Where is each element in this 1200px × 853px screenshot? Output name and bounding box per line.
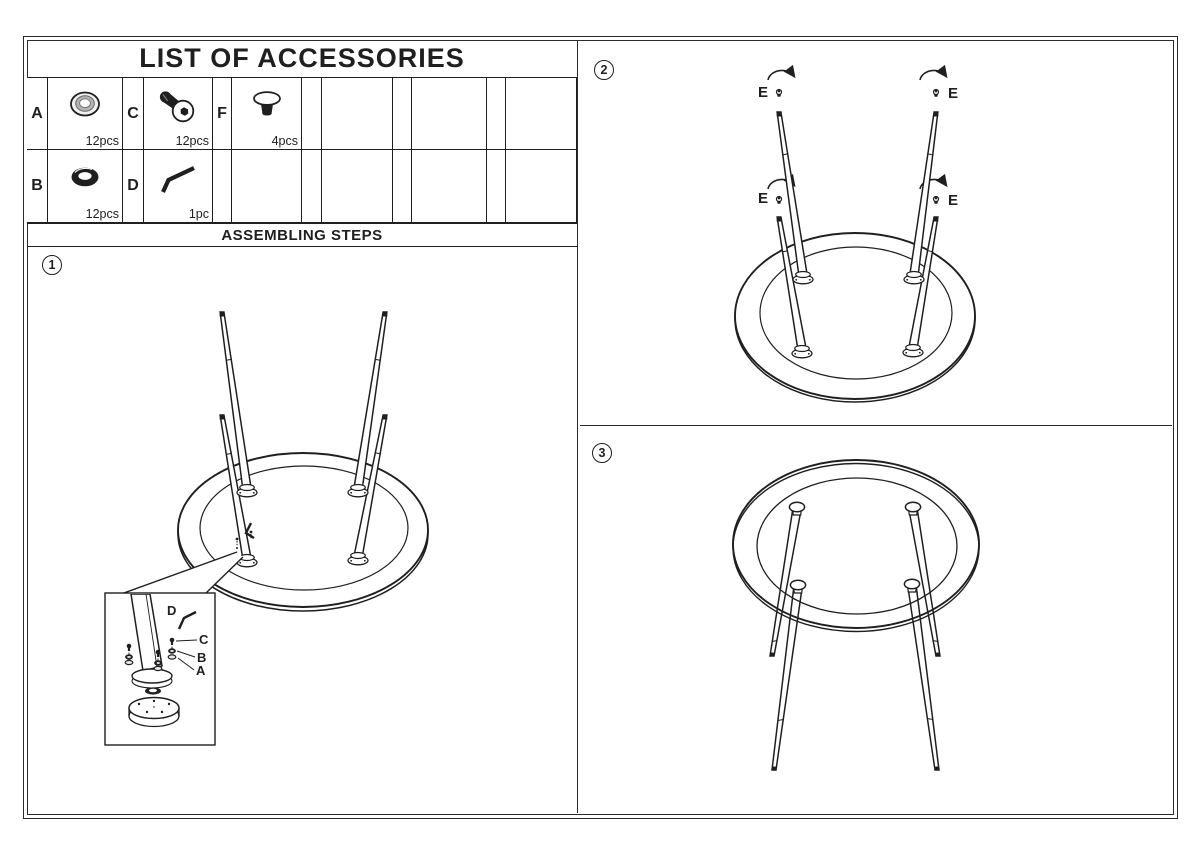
part-d-qty: 1pc <box>188 207 209 221</box>
part-d-label: D <box>123 150 143 222</box>
part-e-label: E <box>948 85 959 102</box>
foot-glide-icon <box>244 86 290 126</box>
empty-cell <box>302 78 321 149</box>
accessories-grid <box>27 78 577 223</box>
empty-cell <box>506 78 576 149</box>
callout-label-b: B <box>197 650 207 665</box>
part-b-cell <box>48 150 122 222</box>
table-top <box>733 460 979 632</box>
step-1-badge: 1 <box>42 255 62 275</box>
part-a-qty: 12pcs <box>85 134 119 148</box>
socket-screw-icon <box>155 86 201 128</box>
accessories-title: LIST OF ACCESSORIES <box>27 40 577 78</box>
empty-cell <box>487 78 505 149</box>
o-ring-icon <box>62 158 108 198</box>
empty-cell <box>393 78 411 149</box>
part-d-cell <box>144 150 212 222</box>
detail-inset <box>105 593 215 745</box>
part-e-label: E <box>757 84 768 101</box>
rotate-arrow <box>768 70 946 189</box>
empty-cell <box>322 78 392 149</box>
empty-cell <box>412 78 486 149</box>
table-top <box>735 233 975 402</box>
callout-label-d: D <box>167 603 177 618</box>
empty-cell <box>412 150 486 222</box>
table-top <box>178 453 428 611</box>
step-3-badge: 3 <box>592 443 612 463</box>
leg-cap <box>789 502 920 593</box>
assembling-steps-bar: ASSEMBLING STEPS <box>27 223 577 247</box>
part-b-label: B <box>27 150 47 222</box>
part-a-label: A <box>27 78 47 149</box>
callout-label-a: A <box>196 663 206 678</box>
part-c-label: C <box>123 78 143 149</box>
empty-cell <box>213 150 231 222</box>
callout-label-c: C <box>199 632 209 647</box>
step-2-badge: 2 <box>594 60 614 80</box>
empty-cell <box>393 150 411 222</box>
part-c-qty: 12pcs <box>175 134 209 148</box>
part-c-cell <box>144 78 212 149</box>
accessories-table <box>27 40 577 223</box>
step-1-diagram <box>27 246 577 813</box>
table-leg <box>770 509 940 770</box>
foot-glide-part <box>777 90 939 204</box>
part-f-cell <box>232 78 301 149</box>
empty-cell <box>302 150 321 222</box>
part-f-qty: 4pcs <box>271 134 298 148</box>
part-e-label: E <box>948 192 959 209</box>
part-e-label: E <box>757 190 768 207</box>
empty-cell <box>487 150 505 222</box>
part-a-cell <box>48 78 122 149</box>
step-3-diagram <box>580 427 1172 813</box>
washer-icon <box>62 86 108 126</box>
empty-cell <box>322 150 392 222</box>
part-f-label: F <box>213 78 231 149</box>
allen-key-icon <box>155 158 201 200</box>
empty-cell <box>506 150 576 222</box>
step-2-diagram <box>580 41 1172 425</box>
part-b-qty: 12pcs <box>85 207 119 221</box>
empty-cell <box>232 150 301 222</box>
